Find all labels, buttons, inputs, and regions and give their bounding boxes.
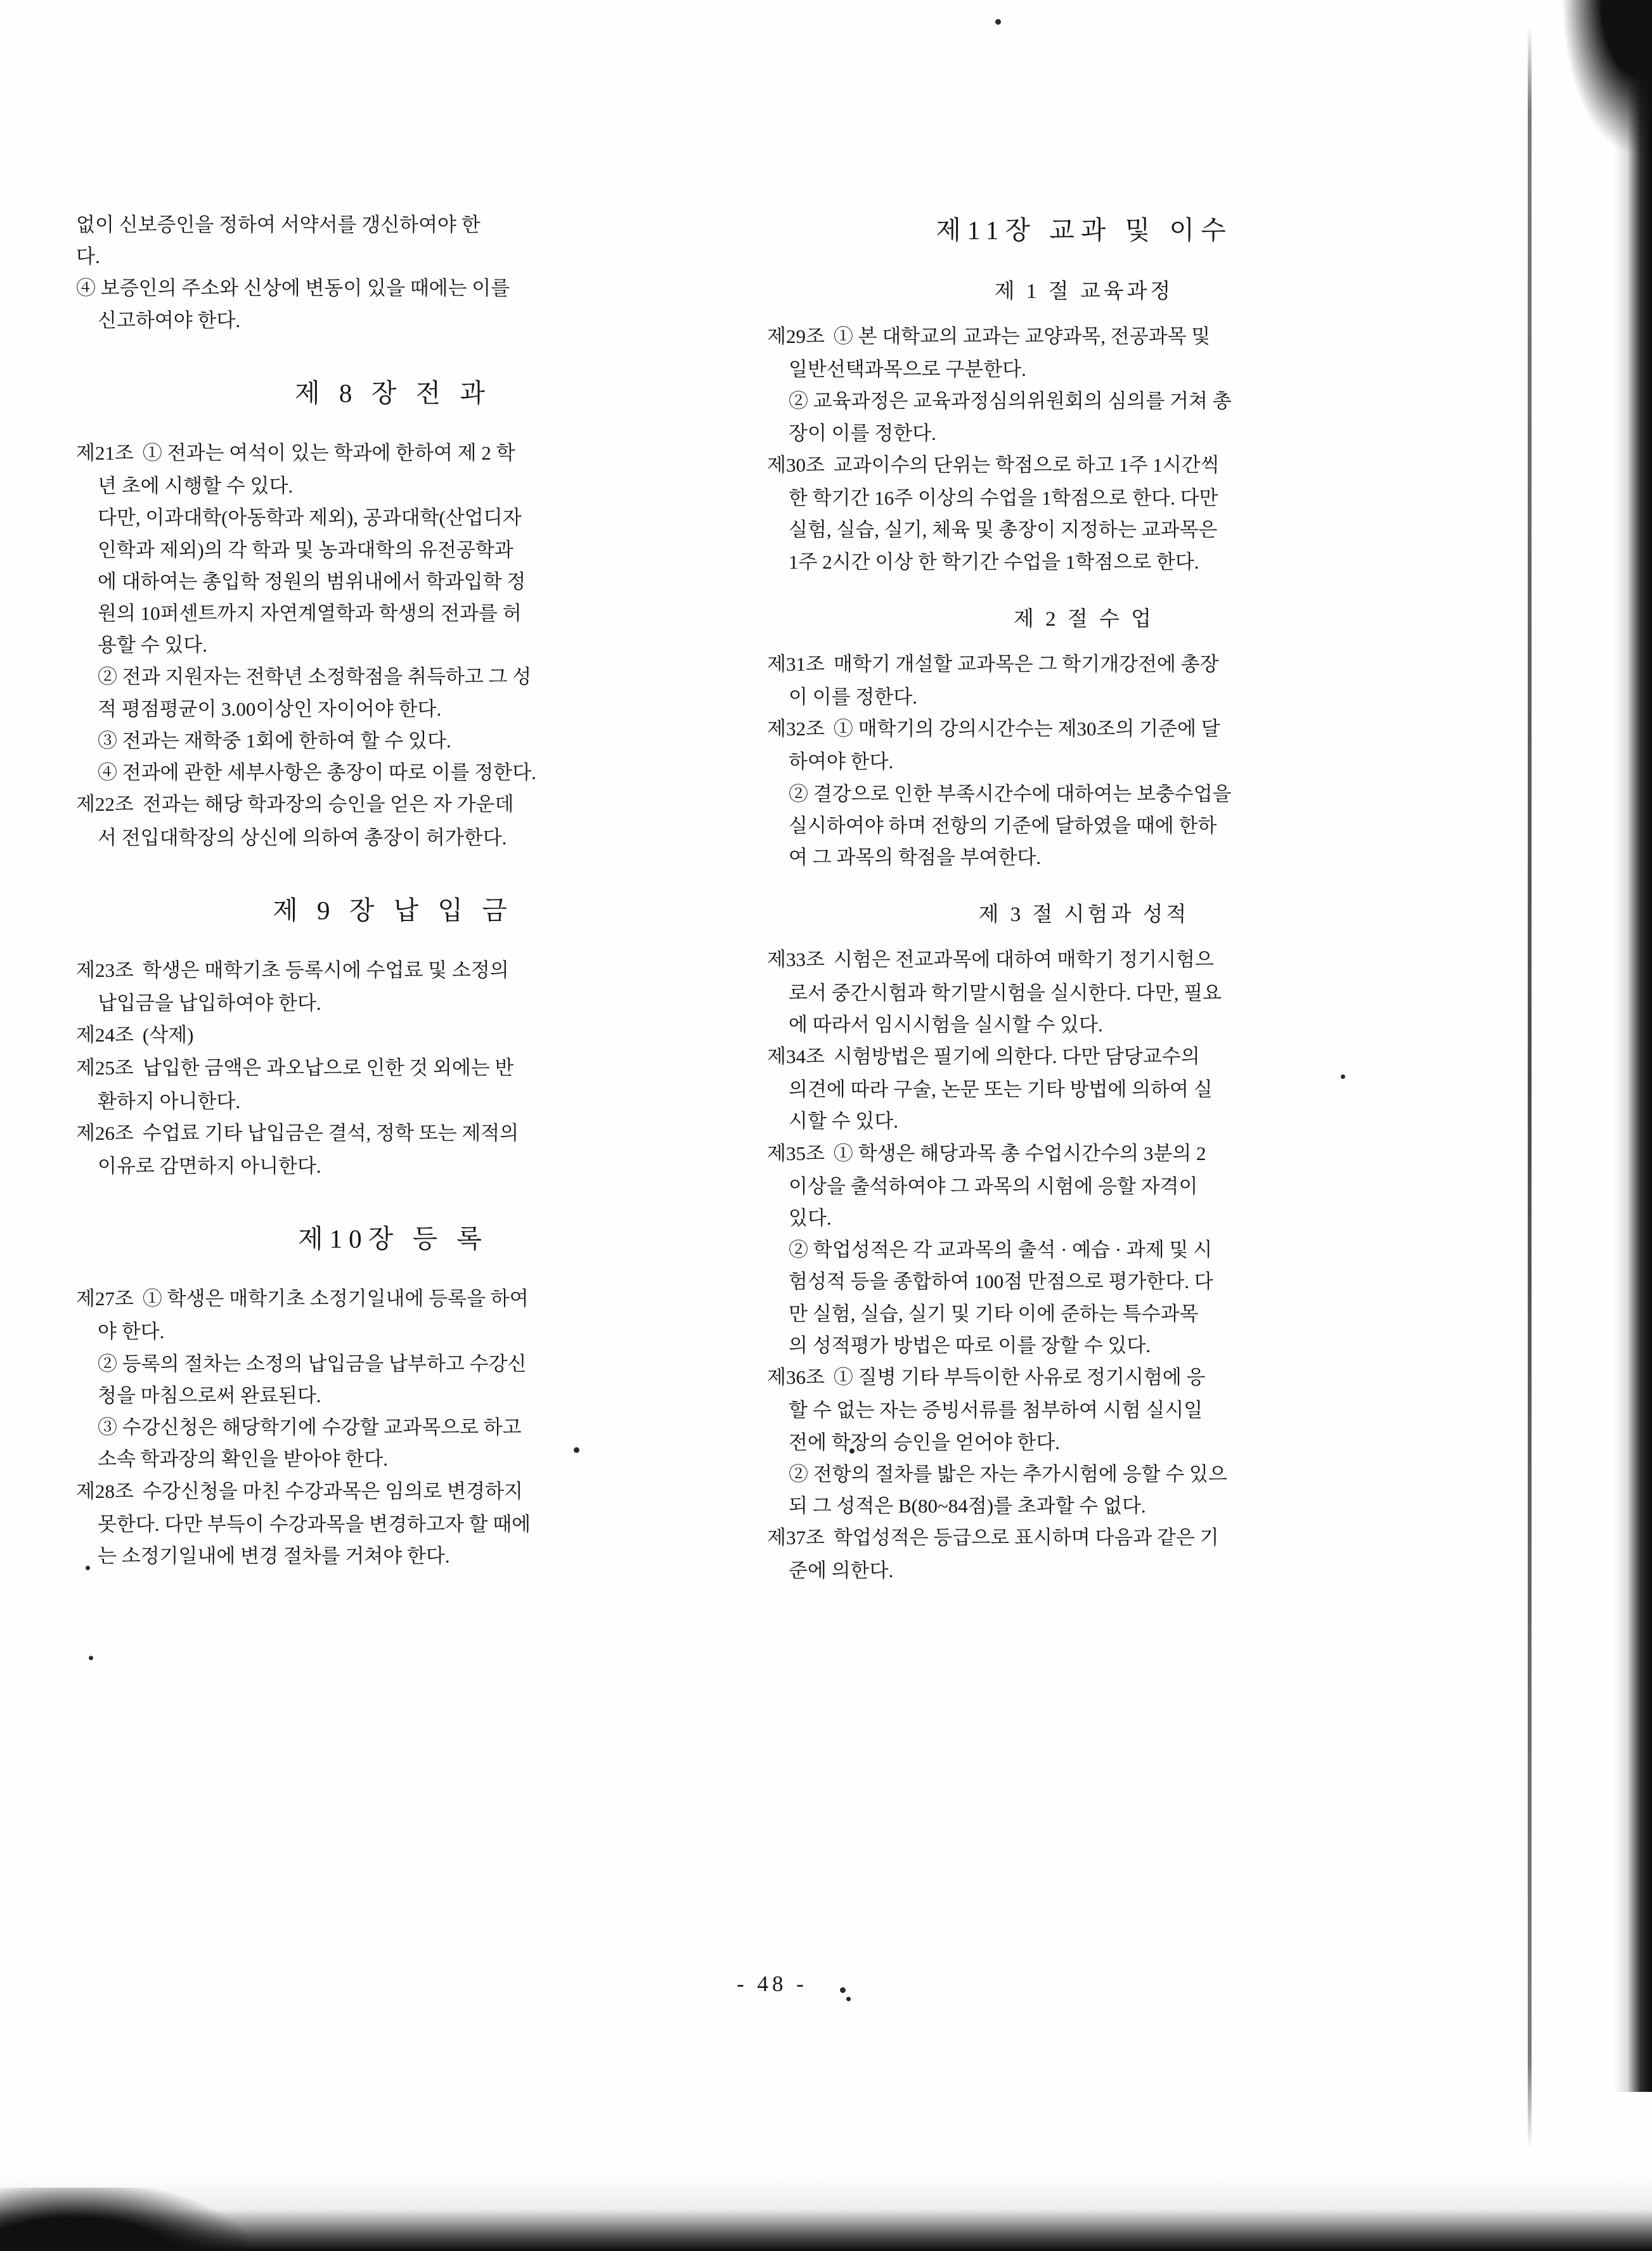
article-29	[767, 321, 1401, 352]
article-text: 에 따라서 임시시험을 실시할 수 있다.	[789, 1013, 1103, 1036]
article-number: 제25조	[76, 1057, 134, 1080]
article-text: 에 대하여는 총입학 정원의 범위내에서 학과입학 정	[98, 570, 526, 593]
clause-line: ④ 보증인의 주소와 신상에 변동이 있을 때에는 이를	[76, 277, 510, 300]
article-text: 이 이를 정한다.	[789, 685, 917, 708]
article-text: ① 학생은 해당과목 총 수업시간수의 3분의 2	[833, 1142, 1206, 1164]
article-clause: 장이 이를 정한다.	[789, 422, 936, 444]
article-25	[76, 1052, 710, 1084]
continuation-line: 없이 신보증인을 정하여 서약서를 갱신하여야 한	[76, 214, 481, 236]
article-text: 이유로 감면하지 아니한다.	[98, 1155, 321, 1178]
article-23	[76, 955, 710, 986]
article-text: 시할 수 있다.	[789, 1110, 898, 1133]
article-35	[767, 1138, 1401, 1170]
scan-speck	[846, 1997, 851, 2001]
article-36	[767, 1362, 1401, 1393]
chapter-heading-8: 제 8 장 전 과	[295, 378, 491, 408]
article-number: 제35조	[767, 1142, 825, 1164]
chapter-heading-10: 제10장 등 록	[298, 1224, 488, 1254]
article-text: 준에 의한다.	[789, 1559, 894, 1582]
article-clause: ③ 전과는 재학중 1회에 한하여 할 수 있다.	[98, 729, 451, 752]
article-text: 1주 2시간 이상 한 학기간 수업을 1학점으로 한다.	[789, 550, 1199, 573]
article-text: 수업료 기타 납입금은 결석, 정학 또는 제적의	[142, 1121, 519, 1144]
article-number: 제26조	[76, 1121, 134, 1144]
article-clause: ② 결강으로 인한 부족시간수에 대하여는 보충수업을	[789, 782, 1232, 805]
article-text: 시험방법은 필기에 의한다. 다만 담당교수의	[833, 1045, 1200, 1067]
article-clause: 되 그 성적은 B(80~84점)를 초과할 수 없다.	[789, 1495, 1146, 1517]
article-clause: ② 학업성적은 각 교과목의 출석 · 예습 · 과제 및 시	[789, 1239, 1213, 1261]
article-clause: 만 실험, 실습, 실기 및 기타 이에 준하는 특수과목	[789, 1302, 1199, 1325]
article-22	[76, 789, 710, 820]
article-text: (삭제)	[142, 1024, 194, 1047]
article-text: 하여야 한다.	[789, 751, 894, 773]
article-text: ① 본 대학교의 교과는 교양과목, 전공과목 및	[833, 325, 1211, 347]
article-clause: 청을 마침으로써 완료된다.	[98, 1384, 321, 1407]
article-number: 제23조	[76, 958, 134, 981]
article-text: ① 질병 기타 부득이한 사유로 정기시험에 응	[833, 1366, 1206, 1389]
article-text: 전에 학장의 승인을 얻어야 한다.	[789, 1431, 1061, 1454]
article-clause: 험성적 등을 종합하여 100점 만점으로 평가한다. 다	[789, 1270, 1213, 1293]
article-text: 로서 중간시험과 학기말시험을 실시한다. 다만, 필요	[789, 981, 1222, 1004]
article-number: 제33조	[767, 948, 825, 971]
article-text: 시험은 전교과목에 대하여 매학기 정기시험으	[833, 948, 1214, 971]
article-text: 수강신청을 마친 수강과목은 임의로 변경하지	[142, 1480, 523, 1502]
article-clause: ② 교육과정은 교육과정심의위원회의 심의를 거쳐 총	[789, 390, 1232, 413]
article-30	[767, 449, 1401, 481]
article-37	[767, 1522, 1401, 1554]
article-text: 는 소정기일내에 변경 절차를 거쳐야 한다.	[98, 1545, 450, 1567]
scan-edge-right	[1614, 0, 1652, 2092]
article-clause: 적 평점평균이 3.00이상인 자이어야 한다.	[98, 697, 442, 720]
article-number: 제27조	[76, 1287, 134, 1310]
clause-line: 신고하여야 한다.	[98, 309, 241, 332]
article-text: 납입금을 납입하여야 한다.	[98, 991, 321, 1014]
article-number: 제32조	[767, 718, 825, 740]
article-clause: ② 전과 지원자는 전학년 소정학점을 취득하고 그 성	[98, 666, 532, 688]
article-31	[767, 648, 1401, 680]
article-text: 교과이수의 단위는 학점으로 하고 1주 1시간씩	[833, 453, 1220, 476]
article-21	[76, 437, 710, 469]
article-text: 원의 10퍼센트까지 자연계열학과 학생의 전과를 허	[98, 602, 522, 624]
article-clause: 소속 학과장의 확인을 받아야 한다.	[98, 1448, 388, 1471]
page-number-text: - 48 -	[737, 1971, 808, 1996]
article-number: 제30조	[767, 453, 825, 476]
article-text: ① 학생은 매학기초 소정기일내에 등록을 하여	[142, 1287, 529, 1310]
section-heading-2: 제 2 절 수 업	[1013, 607, 1154, 631]
chapter-heading-9: 제 9 장 납 입 금	[273, 895, 513, 925]
article-text: 인학과 제외)의 각 학과 및 농과대학의 유전공학과	[98, 538, 513, 561]
article-text: 서 전입대학장의 상신에 의하여 총장이 허가한다.	[98, 826, 507, 849]
article-number: 제28조	[76, 1480, 134, 1502]
article-text: 용할 수 있다.	[98, 634, 207, 657]
scan-edge-bottom-left	[0, 2188, 247, 2251]
continuation-line: 다.	[76, 245, 100, 268]
section-heading-1: 제 1 절 교육과정	[994, 280, 1174, 303]
left-column	[76, 209, 710, 1587]
article-number: 제24조	[76, 1024, 134, 1047]
article-text: 전과는 해당 학과장의 승인을 얻은 자 가운데	[142, 793, 514, 816]
article-text: 학생은 매학기초 등록시에 수업료 및 소정의	[142, 958, 509, 981]
article-33	[767, 944, 1401, 976]
article-clause: 실시하여야 하며 전항의 기준에 달하였을 때에 한하	[789, 814, 1217, 837]
article-34	[767, 1041, 1401, 1073]
scan-speck	[89, 1656, 93, 1660]
page-number	[0, 1971, 1652, 1997]
article-text: 일반선택과목으로 구분한다.	[789, 358, 1026, 381]
article-text: 실험, 실습, 실기, 체육 및 총장이 지정하는 교과목은	[789, 519, 1218, 541]
article-26	[76, 1118, 710, 1149]
article-text: 못한다. 다만 부득이 수강과목을 변경하고자 할 때에	[98, 1512, 531, 1535]
scan-edge-bottom	[0, 2175, 1652, 2251]
article-24	[76, 1019, 710, 1051]
article-text: 다만, 이과대학(아동학과 제외), 공과대학(산업디자	[98, 506, 522, 529]
article-text: 할 수 없는 자는 증빙서류를 첨부하여 시험 실시일	[789, 1399, 1203, 1422]
article-clause: ② 전항의 절차를 밟은 자는 추가시험에 응할 수 있으	[789, 1462, 1227, 1485]
article-text: ① 전과는 여석이 있는 학과에 한하여 제 2 학	[142, 441, 515, 464]
article-text: ① 매학기의 강의시간수는 제30조의 기준에 달	[833, 718, 1220, 740]
article-clause: ③ 수강신청은 해당학기에 수강할 교과목으로 하고	[98, 1416, 522, 1439]
scan-edge-right-top	[1563, 0, 1652, 152]
article-text: 한 학기간 16주 이상의 수업을 1학점으로 한다. 다만	[789, 487, 1218, 510]
article-clause: ④ 전과에 관한 세부사항은 총장이 따로 이를 정한다.	[98, 761, 536, 784]
article-clause: 여 그 과목의 학점을 부여한다.	[789, 846, 1042, 869]
article-text: 학업성적은 등급으로 표시하며 다음과 같은 기	[833, 1526, 1219, 1549]
article-clause: ② 등록의 절차는 소정의 납입금을 납부하고 수강신	[98, 1352, 527, 1375]
article-text: 이상을 출석하여야 그 과목의 시험에 응할 자격이	[789, 1175, 1198, 1197]
article-text: 의견에 따라 구술, 논문 또는 기타 방법에 의하여 실	[789, 1078, 1213, 1101]
article-number: 제31조	[767, 652, 825, 675]
article-number: 제37조	[767, 1526, 825, 1549]
article-number: 제29조	[767, 325, 825, 347]
article-text: 매학기 개설할 교과목은 그 학기개강전에 총장	[833, 652, 1219, 675]
article-number: 제21조	[76, 441, 134, 464]
article-number: 제34조	[767, 1045, 825, 1067]
section-heading-3: 제 3 절 시험과 성적	[978, 903, 1190, 927]
article-27	[76, 1283, 710, 1315]
article-text: 환하지 아니한다.	[98, 1090, 241, 1113]
article-text: 야 한다.	[98, 1320, 165, 1343]
scan-spine-line	[1528, 25, 1532, 2149]
article-number: 제22조	[76, 793, 134, 816]
article-text: 년 초에 시행할 수 있다.	[98, 475, 294, 498]
scan-speck	[995, 19, 1001, 25]
article-text: 있다.	[789, 1207, 832, 1230]
chapter-heading-11: 제11장 교과 및 이수	[936, 216, 1232, 245]
article-32	[767, 713, 1401, 745]
article-clause: 의 성적평가 방법은 따로 이를 장할 수 있다.	[789, 1334, 1151, 1357]
article-number: 제36조	[767, 1366, 825, 1389]
article-28	[76, 1476, 710, 1507]
page-content	[76, 209, 1407, 1587]
right-column	[767, 209, 1401, 1587]
article-text: 납입한 금액은 과오납으로 인한 것 외에는 반	[142, 1057, 514, 1080]
